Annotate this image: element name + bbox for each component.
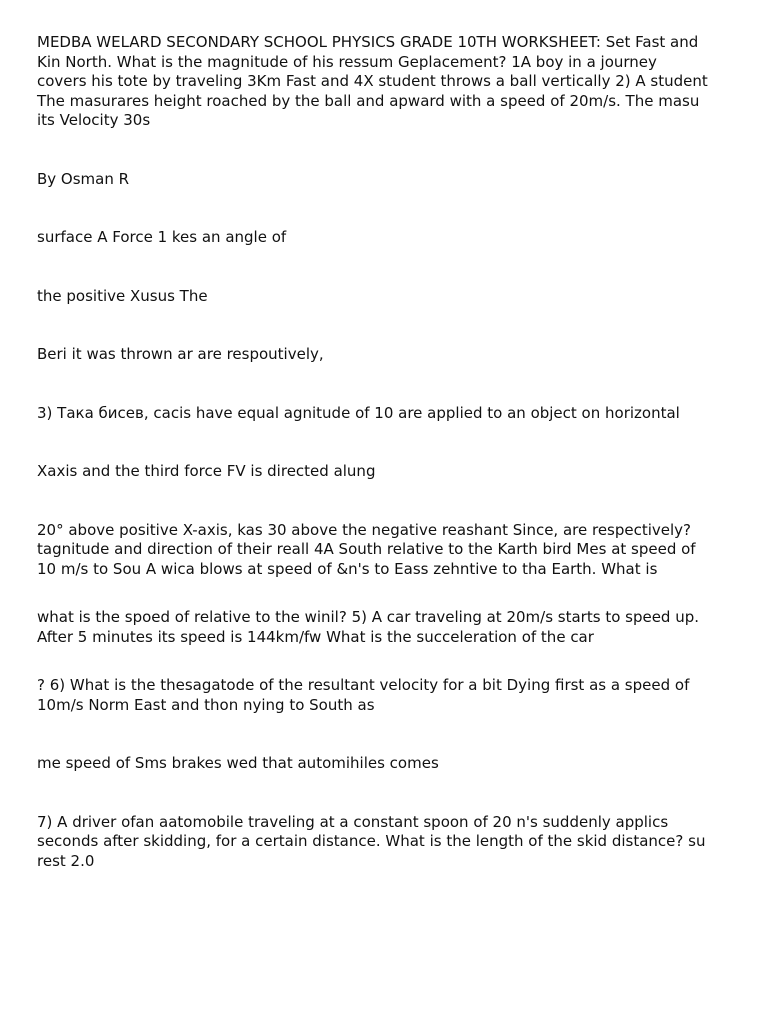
question-7-paragraph: 7) A driver ofan aatomobile traveling at a constant spoon of 20 n's suddenly applics seconds after skidding, for a certain distance. What is the length of the skid distance? su rest 2.0 [37,812,706,870]
question-fragment-thrown: Beri it was thrown ar are respoutively, [37,345,324,363]
question-5-paragraph: what is the spoed of relative to the winil? 5) A car traveling at 20m/s starts to speed up. After 5 minutes its speed is 144km/fw What is the succeleration of the car [37,608,700,646]
question-3-paragraph: 3) Така бисев, cacis have equal agnitude of 10 are applied to an object on horizontal [37,403,680,422]
author-line: By Osman R [37,169,130,188]
question-4-paragraph: 20° above positive X-axis, kas 30 above the negative reashant Since, are respectively? tagnitude and direction of their reall 4A South relative to the Karth bird Mes at speed of 10 m/s to Sou A wica blows at speed of &n's to Eass zehntive to tha Earth. What is [37,520,696,578]
worksheet-header-paragraph: MEDBA WELARD SECONDARY SCHOOL PHYSICS GRADE 10TH WORKSHEET: Set Fast and Kin North. What is the magnitude of his ressum Geplacement? 1A boy in a journey covers his tote by traveling 3Km Fast and 4X student throws a ball vertically 2) A student The masurares height roached by the ball and apward with a speed of 20m/s. The masu its Velocity 30s [37,33,708,129]
question-fragment-positive-axis: the positive Xusus The [37,286,208,305]
question-fragment-brakes: me speed of Sms brakes wed that automihiles comes [37,754,439,772]
worksheet-page [37,33,737,871]
question-fragment-xaxis: Xaxis and the third force FV is directed alung [37,462,376,480]
question-fragment-surface: surface A Force 1 kes an angle of [37,228,287,246]
question-6-paragraph: ? 6) What is the thesagatode of the resultant velocity for a bit Dying first as a speed of 10m/s Norm East and thon nying to South as [37,676,690,714]
